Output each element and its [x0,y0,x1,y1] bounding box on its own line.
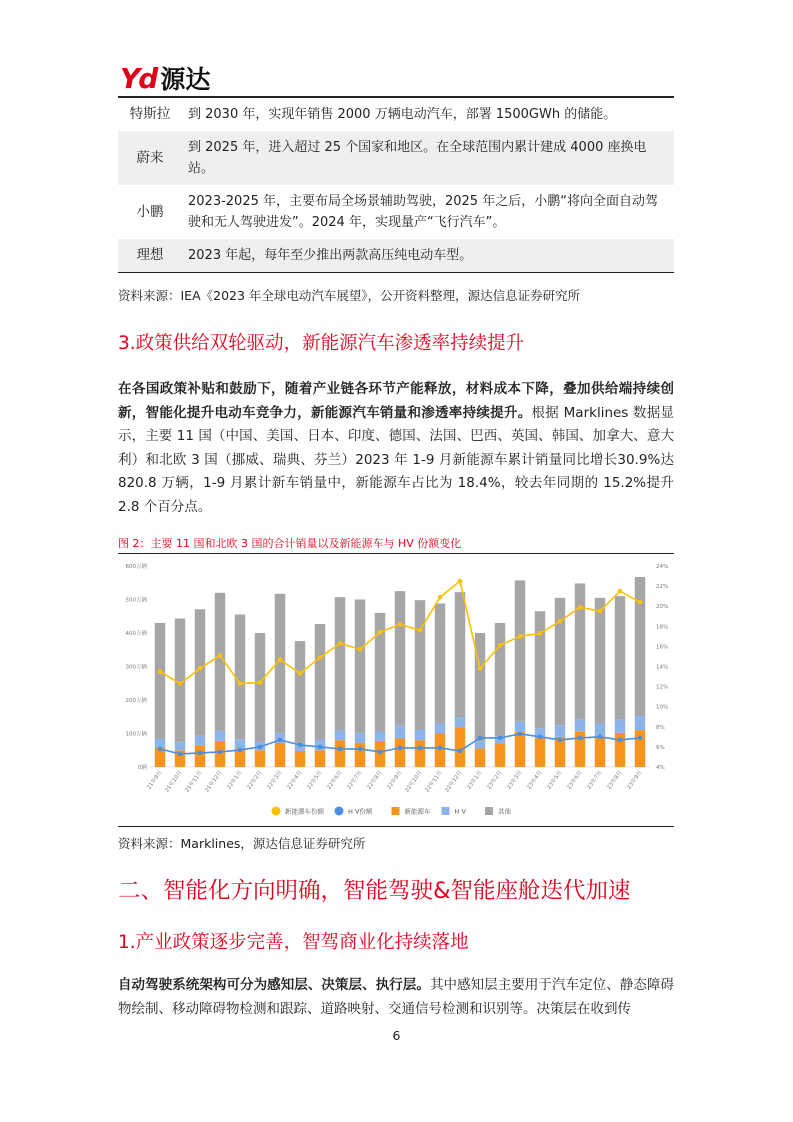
series-point [578,605,583,610]
x-axis-tick: 22年4月 [286,769,304,791]
series-point [218,653,223,658]
series-point [438,595,443,600]
series-point [318,745,323,750]
bar-segment [555,725,565,737]
bar-segment [195,736,205,745]
series-point [458,749,463,754]
body-paragraph [118,378,674,519]
series-point [318,655,323,660]
company-plan: 到 2025 年，进入超过 25 个国家和地区。在全球范围内累计建成 4000 座换电站。 [182,131,674,185]
company-name: 小鹏 [136,203,164,220]
x-axis-tick: 21年10月 [164,769,184,794]
series-point [458,579,463,584]
bar-segment [495,744,505,767]
bar-segment [635,577,645,716]
company-name: 特斯拉 [129,106,171,122]
logo-mark: Yd [120,61,157,95]
series-point [338,641,343,646]
x-axis-tick: 22年8月 [366,769,384,791]
brand-logo [120,60,210,96]
bar-segment [335,740,345,767]
legend-swatch [272,807,281,816]
bar-segment [615,719,625,732]
bar-segment [355,600,365,733]
legend-swatch [442,807,450,815]
company-plan: 到 2030 年，实现年销售 2000 万辆电动汽车，部署 1500GWh 的储能。 [188,107,617,122]
x-axis-tick: 22年10月 [404,769,424,794]
series-point [358,747,363,752]
company-plan-table [118,98,674,273]
x-axis-tick: 22年11月 [424,769,444,794]
x-axis-tick: 23年1月 [466,769,484,791]
bar-segment [255,633,265,742]
bar-segment [335,597,345,730]
series-point [218,750,223,755]
bar-segment [235,739,245,748]
legend-label: 新能源车份额 [285,807,324,816]
legend-swatch [392,807,400,815]
series-point [158,669,163,674]
legend-label: H V [454,807,466,816]
right-axis-tick: 16% [656,644,669,651]
x-axis-tick: 22年12月 [444,769,464,794]
page-number: 6 [392,1028,401,1043]
series-point [338,747,343,752]
bar-segment [455,717,465,727]
series-point [298,743,303,748]
bar-segment [455,592,465,717]
paragraph-text: 其中感知层主要用于汽车定位、静态障碍物绘制、移动障碍物检测和跟踪、道路映射、交通信号检测和识别等。决策层在收到传 [118,977,674,1017]
legend-label: 新能源车 [404,807,431,816]
series-point [618,738,623,743]
legend-label: 其他 [498,807,511,816]
company-name: 理想 [118,239,182,273]
paragraph-text: 根据 Marklines 数据显示，主要 11 国（中国、美国、日本、印度、德国、法国、巴西、英国、韩国、加拿大、意大利）和北欧 3 国（挪威、瑞典、芬兰）2023 年 1-9 月新能源车累计销量同比增长30.9%达 820.8 万辆，1-9 月累计新车销量中，新能源车占比为 18.4%，较去年同期的 15.2%提升 2.8 个百分点。 [118,404,674,515]
x-axis-tick: 23年8月 [606,769,624,791]
bar-segment [495,623,505,736]
series-point [558,619,563,624]
bar-segment [395,591,405,726]
sales-share-chart [118,556,674,826]
bar-segment [475,749,485,767]
series-point [398,746,403,751]
figure-source: 资料来源：Marklines，源达信息证券研究所 [118,836,366,851]
series-point [478,666,483,671]
figure-title: 图 2：主要 11 国和北欧 3 国的合计销量以及新能源车与 HV 份额变化 [118,537,462,550]
x-axis-tick: 23年7月 [586,769,604,791]
series-point [498,643,503,648]
bar-segment [375,731,385,740]
series-point [518,732,523,737]
section-heading: 1.产业政策逐步完善，智驾商业化持续落地 [118,932,469,953]
left-axis-tick: 500万辆 [125,597,147,604]
bar-segment [615,596,625,719]
bar-segment [235,615,245,740]
bar-segment [395,726,405,739]
right-axis-tick: 10% [656,704,669,711]
chapter-heading: 二、智能化方向明确，智能驾驶&智能座舱迭代加速 [118,878,631,904]
x-axis-tick: 21年11月 [184,769,204,794]
bar-segment [435,604,445,724]
series-point [358,647,363,652]
bar-segment [575,583,585,719]
series-point [198,666,203,671]
bar-segment [175,742,185,750]
right-axis-tick: 18% [656,624,669,631]
x-axis-tick: 23年6月 [566,769,584,791]
series-point [378,630,383,635]
bar-segment [155,623,165,739]
bar-segment [475,741,485,748]
series-point [258,745,263,750]
bar-segment [155,739,165,748]
right-axis-tick: 6% [656,744,665,751]
bar-segment [335,730,345,740]
series-point [638,600,643,605]
series-point [538,631,543,636]
series-point [258,680,263,685]
series-point [178,752,183,757]
logo-text: 源达 [160,65,211,94]
x-axis-tick: 22年7月 [346,769,364,791]
bar-segment [595,598,605,724]
bar-segment [355,743,365,767]
series-point [198,751,203,756]
series-point [398,622,403,627]
left-axis-tick: 400万辆 [125,631,147,637]
series-point [518,634,523,639]
series-point [418,746,423,751]
left-axis-tick: 200万辆 [125,698,147,704]
series-point [238,681,243,686]
company-plan: 2023 年起，每年至少推出两款高压纯电动车型。 [182,239,674,273]
legend-swatch [485,807,493,815]
right-axis-tick: 8% [656,724,665,731]
right-axis-tick: 20% [656,604,669,611]
right-axis-tick: 22% [656,584,669,591]
left-axis-tick: 600万辆 [125,564,147,570]
series-point [638,736,643,741]
series-point [498,736,503,741]
x-axis-tick: 22年9月 [386,769,404,791]
left-axis-tick: 100万辆 [125,731,147,738]
series-point [418,628,423,633]
bar-segment [295,641,305,743]
bar-segment [295,751,305,767]
x-axis-tick: 22年3月 [266,769,284,791]
bar-segment [535,611,545,728]
bar-segment [595,737,605,767]
series-point [298,671,303,676]
series-point [278,657,283,662]
series-point [538,735,543,740]
bar-segment [515,722,525,732]
figure-top-rule [118,553,674,554]
company-name: 蔚来 [118,131,182,185]
bar-segment [315,624,325,740]
bar-segment [415,600,425,729]
bar-segment [575,719,585,732]
x-axis-tick: 23年9月 [626,769,644,791]
bar-segment [275,743,285,767]
table-row [118,131,674,185]
x-axis-tick: 23年3月 [506,769,524,791]
series-point [618,589,623,594]
x-axis-tick: 21年9月 [146,769,164,791]
bar-segment [355,733,365,743]
legend-label: H V份额 [348,807,373,816]
x-axis-tick: 21年12月 [204,769,224,794]
series-point [378,750,383,755]
bar-segment [455,727,465,767]
bar-segment [195,609,205,736]
right-axis-tick: 14% [656,664,669,671]
series-point [478,736,483,741]
paragraph-lead: 在各国政策补贴和鼓励下，随着产业链各环节产能释放，材料成本下降，叠加供给端持续创新，智能化提升电动车竞争力，新能源汽车销量和渗透率持续提升。 [118,381,674,421]
series-point [178,681,183,686]
series-point [598,609,603,614]
series-point [438,746,443,751]
right-axis-tick: 4% [656,765,665,771]
x-axis-tick: 22年6月 [326,769,344,791]
table-row [118,185,674,239]
right-axis-tick: 12% [656,684,669,691]
x-axis-tick: 23年4月 [526,769,544,791]
section-heading: 3.政策供给双轮驱动，新能源汽车渗透率持续提升 [118,333,525,354]
x-axis-tick: 22年5月 [306,769,324,791]
bar-segment [515,732,525,767]
bar-segment [315,750,325,767]
bar-segment [415,729,425,740]
series-point [578,736,583,741]
body-paragraph [118,974,674,1021]
bar-segment [635,716,645,730]
x-axis-tick: 23年5月 [546,769,564,791]
figure-bottom-rule [118,826,674,827]
series-point [598,735,603,740]
series-point [158,747,163,752]
bar-segment [395,739,405,767]
table-source: 资料来源：IEA《2023 年全球电动汽车展望》，公开资料整理，源达信息证券研究所 [118,288,581,303]
series-point [558,738,563,743]
right-axis-tick: 24% [656,564,669,570]
bar-segment [535,738,545,767]
bar-segment [415,740,425,767]
x-axis-tick: 22年2月 [246,769,264,791]
bar-segment [435,734,445,768]
x-axis-tick: 22年1月 [226,769,244,791]
series-point [278,738,283,743]
bar-segment [515,580,525,721]
bar-segment [555,598,565,725]
table-row [118,239,674,273]
left-axis-tick: 0辆 [138,765,147,771]
bar-segment [215,731,225,741]
series-point [238,748,243,753]
table-row [118,98,674,131]
company-plan: 2023-2025 年，主要布局全场景辅助驾驶，2025 年之后，小鹏“将向全面自动驾驶和无人驾驶进发”。2024 年，实现量产“飞行汽车”。 [188,194,658,230]
x-axis-tick: 23年2月 [486,769,504,791]
bar-segment [195,745,205,767]
bar-segment [255,750,265,767]
left-axis-tick: 300万辆 [125,664,147,671]
paragraph-lead: 自动驾驶系统架构可分为感知层、决策层、执行层。 [118,977,430,993]
legend-swatch [335,807,344,816]
bar-segment [435,723,445,733]
